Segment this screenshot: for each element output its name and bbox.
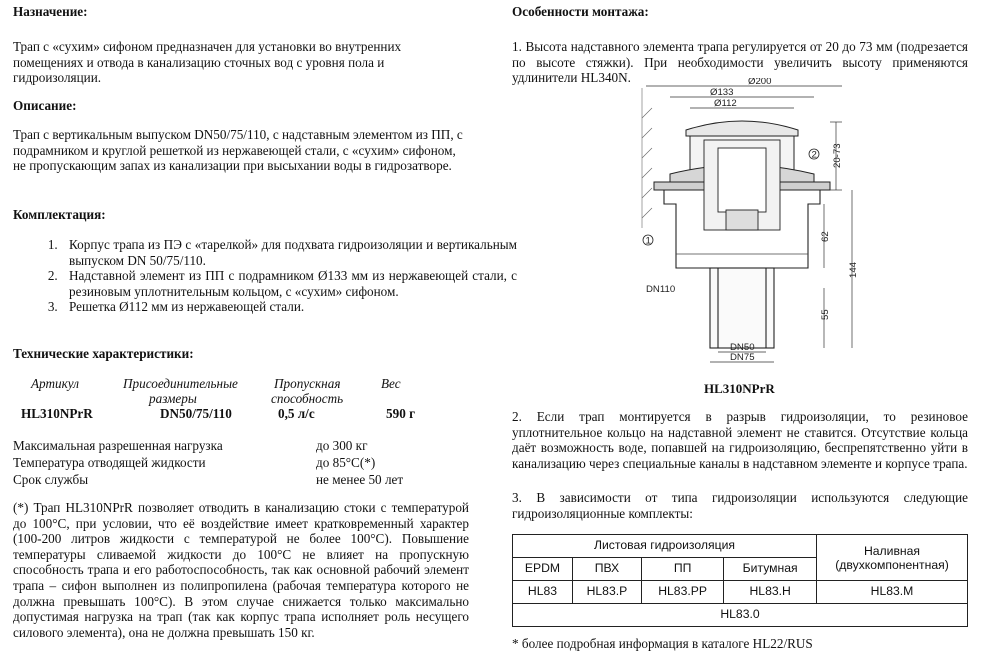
sub-header: ПВХ	[572, 558, 641, 581]
property-value: до 85°С(*)	[316, 455, 376, 470]
kit-code: HL83	[513, 581, 573, 604]
sub-header: Битумная	[724, 558, 817, 581]
kit-list	[13, 237, 517, 315]
dim-label-20-73: 20-73	[832, 143, 843, 168]
kit-item: 1. Корпус трапа из ПЭ с «тарелкой» для подхвата гидроизоляции и вертикальным выпуском DN 50/75/110.	[61, 237, 517, 268]
liquid-header-line1: Наливная	[863, 543, 921, 558]
dim-label-200: Ø200	[748, 78, 772, 87]
dn50-label: DN50	[730, 342, 755, 353]
dn75-label: DN75	[730, 352, 755, 363]
dn110-label: DN110	[646, 284, 676, 295]
description-text: Трап с вертикальным выпуском DN50/75/110, с надставным элементом из ПП, с подрамником и круглой решеткой из нержавеющей стали, с «сухим» сифоном, не пропускающим запах из канализации при высыхании воды в гидрозатворе.	[13, 127, 463, 174]
dim-label-144: 144	[848, 261, 859, 278]
purpose-heading: Назначение:	[13, 4, 88, 19]
property-label: Максимальная разрешенная нагрузка	[13, 438, 223, 453]
spec-value-capacity: 0,5 л/с	[278, 406, 315, 421]
sub-header: ПП	[641, 558, 723, 581]
waterproofing-kits-table	[512, 534, 968, 627]
kit-code: HL83.P	[572, 581, 641, 604]
kit-item: 2. Надставной элемент из ПП с подрамником Ø133 мм из нержавеющей стали, с резиновым уплотнительным кольцом, с «сухим» сифоном.	[61, 268, 517, 299]
dim-label-55: 55	[820, 309, 831, 320]
specs-heading: Технические характеристики:	[13, 346, 194, 361]
siphon	[704, 140, 780, 230]
liquid-header	[817, 535, 968, 581]
temperature-footnote: (*) Трап HL310NPrR позволяет отводить в канализацию стоки с температурой до 100°С, при условии, что её воздействие имеет кратковременный характер (100-200 литров жидкости с температурой не более 100°С). Повышение температуры сливаемой жидкости до 100°С не влияет на пропускную способность трапа и его работоспособность, так как основной рабочий элемент трапа – сифон выполнен из полипропилена (рабочая температура которого не должна превышать 100°С). В этом случае снижается только максимально допустимая нагрузка на трап (так как корпус трапа исполняет роль несущего силового элемента), она не должна превышать 150 кг.	[13, 500, 469, 640]
spec-value-article: HL310NPrR	[21, 406, 93, 421]
dim-label-62: 62	[820, 231, 831, 242]
spec-header-article: Артикул	[31, 376, 80, 391]
catalog-note: * более подробная информация в каталоге HL22/RUS	[512, 636, 813, 651]
property-label: Срок службы	[13, 472, 89, 487]
kit-code: HL83.M	[817, 581, 968, 604]
kit-code: HL83.PP	[641, 581, 723, 604]
sub-header: EPDM	[513, 558, 573, 581]
top-dimensions	[646, 86, 842, 108]
property-value: до 300 кг	[316, 438, 368, 453]
spec-header-capacity: Пропускная	[274, 376, 341, 391]
install-paragraph-3: 3. В зависимости от типа гидроизоляции используются следующие гидроизоляционные комплекты:	[512, 490, 968, 521]
description-heading: Описание:	[13, 98, 77, 113]
install-paragraph-2: 2. Если трап монтируется в разрыв гидроизоляции, то резиновое уплотнительное кольцо на надставной элемент не ставится. Отсутствие кольца даёт возможность воде, попавшей на гидроизоляцию, беспрепятственно уйти в канализацию через специальные каналы в надставном элементе и корпусе трапа.	[512, 409, 968, 471]
spec-header-capacity-2: способность	[271, 391, 344, 406]
kit-item: 3. Решетка Ø112 мм из нержавеющей стали.	[61, 299, 517, 315]
install-paragraph-1: 1. Высота надставного элемента трапа регулируется от 20 до 73 мм (подрезается по высоте стяжки). При необходимости увеличить высоту применяются удлинители HL340N.	[512, 39, 968, 86]
callout-label-2: 2	[811, 149, 817, 161]
spec-header-weight: Вес	[381, 376, 401, 391]
common-kit-code: HL83.0	[513, 604, 968, 627]
spec-header-connection-2: размеры	[149, 391, 197, 406]
diagram-caption: HL310NPrR	[704, 381, 775, 396]
liquid-header-line2: (двухкомпонентная)	[835, 557, 949, 572]
callout-label-1: 1	[645, 235, 651, 247]
dim-label-112: Ø112	[714, 98, 737, 109]
install-heading: Особенности монтажа:	[512, 4, 649, 19]
sheet-header: Листовая гидроизоляция	[513, 535, 817, 558]
dim-label-133: Ø133	[710, 87, 734, 98]
spec-value-connection: DN50/75/110	[160, 406, 232, 421]
spec-value-weight: 590 г	[386, 406, 416, 421]
property-label: Температура отводящей жидкости	[13, 455, 206, 470]
purpose-text: Трап с «сухим» сифоном предназначен для установки во внутренних помещениях и отвода в канализацию сточных вод с уровня пола и гидроизоляции.	[13, 39, 402, 86]
spec-header-connection: Присоединительные	[123, 376, 238, 391]
kit-code: HL83.H	[724, 581, 817, 604]
screed-hatch	[642, 88, 652, 228]
property-value: не менее 50 лет	[316, 472, 404, 487]
kit-heading: Комплектация:	[13, 207, 106, 222]
drain-cross-section-drawing	[630, 78, 900, 366]
